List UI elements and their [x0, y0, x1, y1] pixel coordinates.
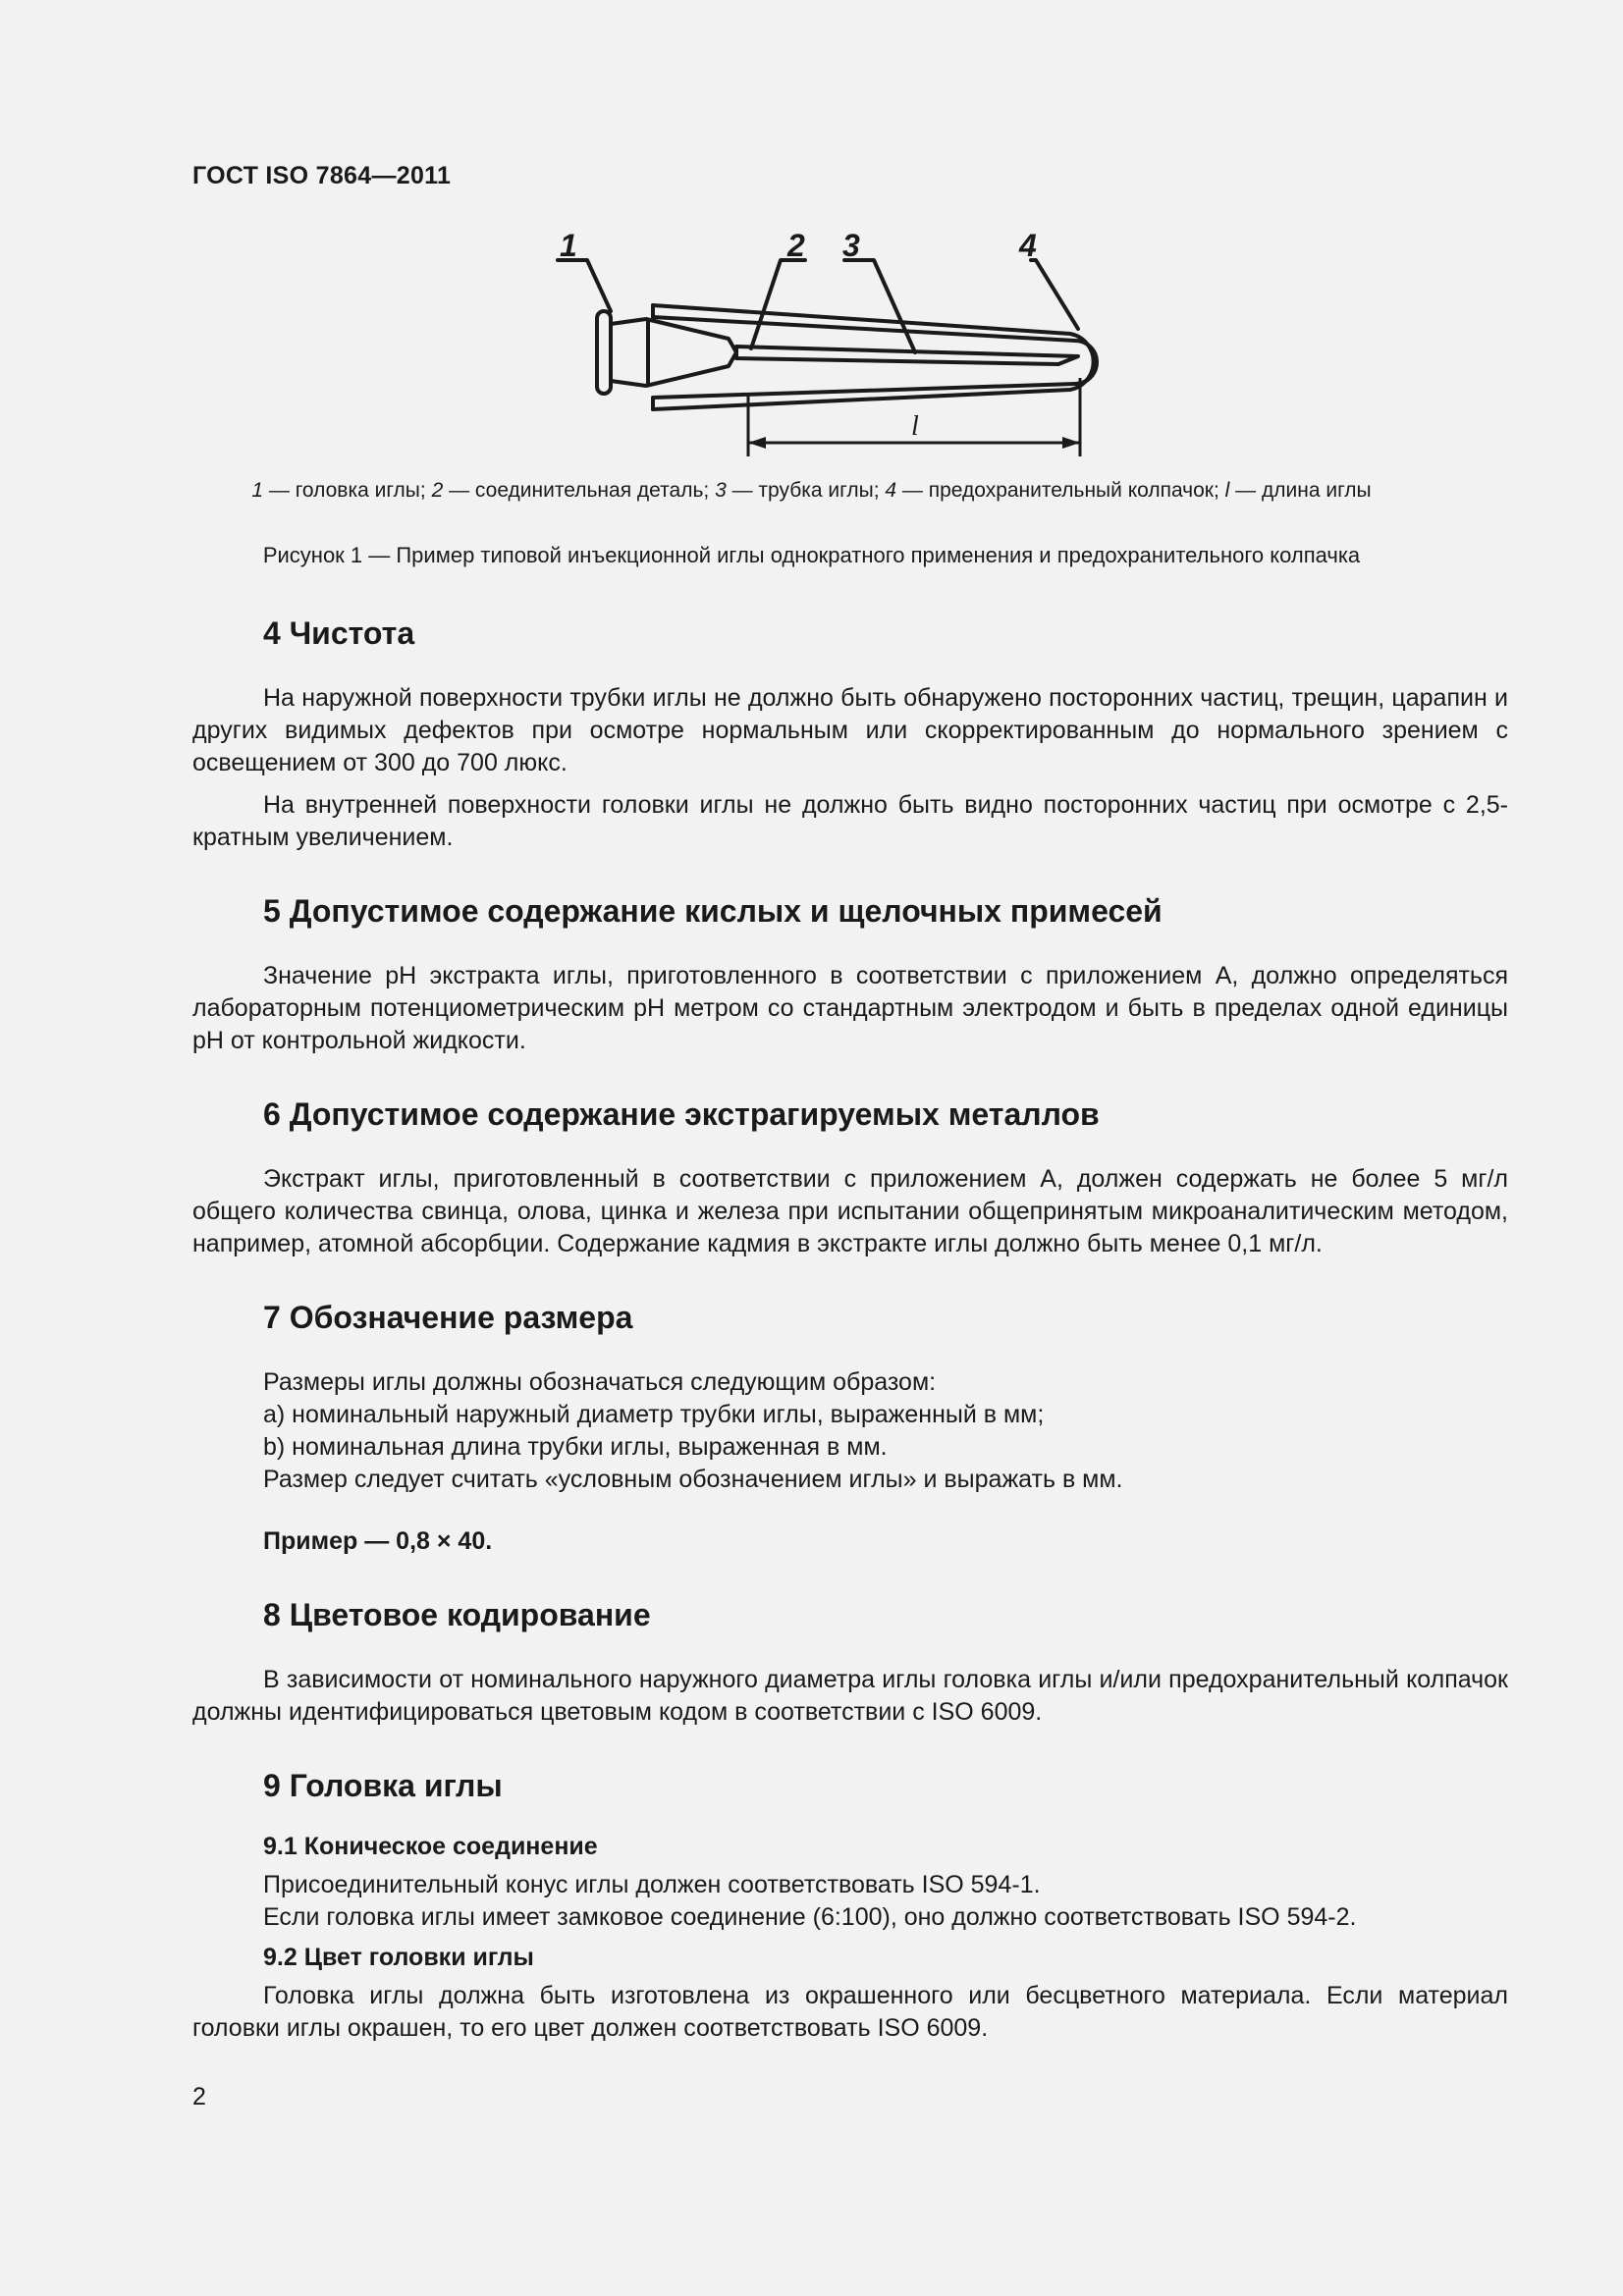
hub-flange-shape	[597, 311, 611, 394]
legend-text: — головка иглы;	[263, 479, 432, 502]
document-header: ГОСТ ISO 7864—2011	[192, 162, 452, 189]
legend-text: — соединительная деталь;	[443, 479, 716, 502]
legend-num: 1	[251, 479, 264, 502]
legend-text: — предохранительный колпачок;	[896, 479, 1225, 502]
section-7-list-item: b) номинальная длина трубки иглы, выраженная в мм.	[263, 1433, 888, 1461]
needle-figure	[530, 221, 1159, 466]
subsection-9-1-line: Присоединительный конус иглы должен соответствовать ISO 594-1.	[263, 1871, 1041, 1898]
section-7-line: Размеры иглы должны обозначаться следующим образом:	[263, 1368, 937, 1396]
callout-3: 3	[842, 228, 860, 263]
needle-tube-shape	[736, 347, 1078, 364]
callout-4: 4	[1019, 228, 1037, 263]
section-5-title: 5 Допустимое содержание кислых и щелочных примесей	[263, 893, 1163, 929]
section-7-title: 7 Обозначение размера	[263, 1300, 633, 1335]
subsection-9-1-line: Если головка иглы имеет замковое соединение (6:100), оно должно соответствовать ISO 594-2.	[263, 1903, 1357, 1931]
section-4-paragraph: На наружной поверхности трубки иглы не должно быть обнаружено посторонних частиц, трещин, царапин и других видимых дефектов при осмотре нормальным или скорректированным до нормального зрением с освещением от 300 до 700 люкс.	[192, 684, 1508, 776]
subsection-9-1-title: 9.1 Коническое соединение	[263, 1833, 598, 1860]
section-8-title: 8 Цветовое кодирование	[263, 1597, 651, 1632]
subsection-9-2-title: 9.2 Цвет головки иглы	[263, 1944, 534, 1971]
callout-1: 1	[560, 228, 577, 263]
dimension-label: l	[911, 411, 919, 442]
hub-body-shape	[611, 319, 736, 386]
legend-text: — длина иглы	[1229, 479, 1372, 502]
document-body	[192, 614, 1508, 2045]
section-4-title: 4 Чистота	[263, 615, 415, 651]
section-4-paragraph: На внутренней поверхности головки иглы не должно быть видно посторонних частиц при осмотре с 2,5-кратным увеличением.	[192, 791, 1508, 851]
page-number: 2	[192, 2083, 206, 2110]
legend-num: l	[1224, 479, 1230, 502]
section-8-paragraph: В зависимости от номинального наружного диаметра иглы головка иглы и/или предохранительный колпачок должны идентифицироваться цветовым кодом в соответствии с ISO 6009.	[192, 1666, 1508, 1726]
legend-num: 3	[715, 479, 727, 502]
section-7-line: Размер следует считать «условным обозначением иглы» и выражать в мм.	[263, 1466, 1123, 1493]
section-7-list-item: a) номинальный наружный диаметр трубки иглы, выраженный в мм;	[263, 1401, 1045, 1428]
subsection-9-2-paragraph: Головка иглы должна быть изготовлена из окрашенного или бесцветного материала. Если материал головки иглы окрашен, то его цвет должен соответствовать ISO 6009.	[192, 1982, 1508, 2042]
legend-num: 4	[885, 479, 897, 502]
section-7-example: Пример — 0,8 × 40.	[263, 1527, 493, 1555]
section-9-title: 9 Головка иглы	[263, 1768, 503, 1803]
callout-2: 2	[787, 228, 805, 263]
section-6-title: 6 Допустимое содержание экстрагируемых металлов	[263, 1096, 1100, 1132]
figure-caption: Рисунок 1 — Пример типовой инъекционной иглы однократного применения и предохранительного колпачка	[262, 543, 1361, 567]
section-5-paragraph: Значение рН экстракта иглы, приготовленного в соответствии с приложением А, должно определяться лабораторным потенциометрическим рН метром со стандартным электродом и быть в пределах одной единицы рН от контрольной жидкости.	[192, 962, 1508, 1054]
figure-legend	[0, 479, 1623, 503]
legend-num: 2	[431, 479, 444, 502]
legend-text: — трубка иглы;	[726, 479, 886, 502]
section-6-paragraph: Экстракт иглы, приготовленный в соответствии с приложением А, должен содержать не более 5 мг/л общего количества свинца, олова, цинка и железа при испытании общепринятым микроаналитическим методом, например, атомной абсорбции. Содержание кадмия в экстракте иглы должно быть менее 0,1 мг/л.	[192, 1165, 1508, 1257]
